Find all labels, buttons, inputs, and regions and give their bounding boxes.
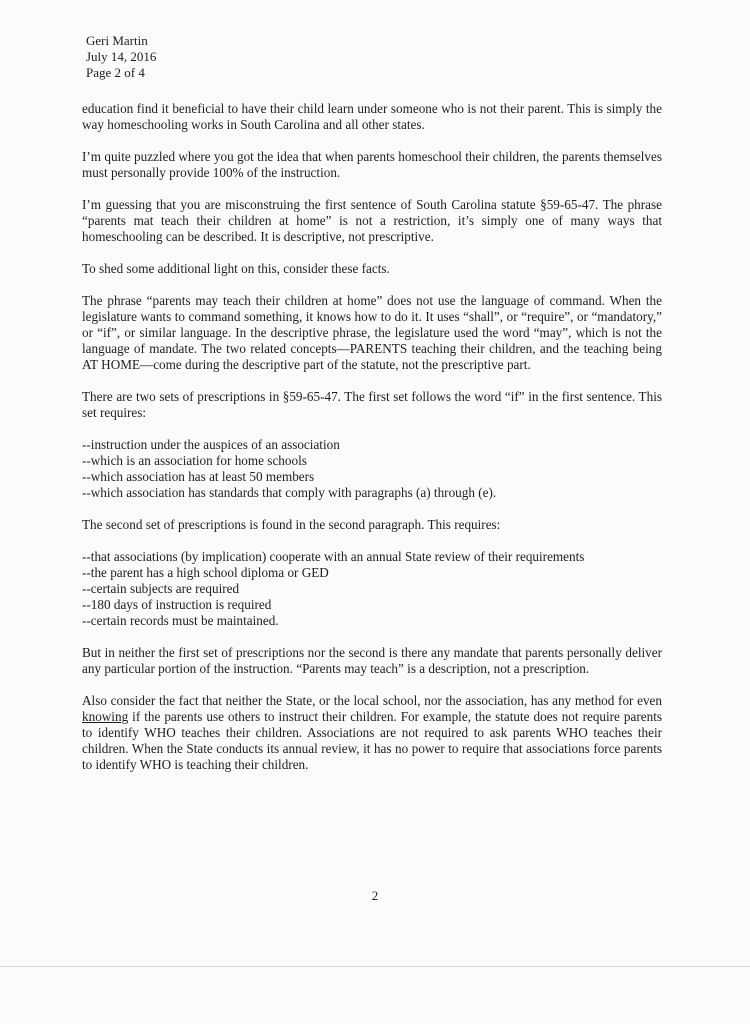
also-consider-text-end: if the parents use others to instruct their children. For example, the statute does not require parents to identify WHO teaches their children. Associations are not required to ask parents WHO teaches their children. When the State conducts its annual review, it has no power to require that associations force parents to identify WHO is teaching their children. bbox=[82, 709, 662, 772]
letter-date: July 14, 2016 bbox=[86, 49, 157, 64]
paragraph-two-sets: There are two sets of prescriptions in §59-65-47. The first set follows the word “if” in the first sentence. This set requires: bbox=[82, 389, 662, 420]
also-consider-text-start: Also consider the fact that neither the State, or the local school, nor the association, has any method for even bbox=[82, 693, 662, 708]
scan-edge-line bbox=[0, 966, 750, 967]
paragraph-neither: But in neither the first set of prescriptions nor the second is there any mandate that parents personally deliver any particular portion of the instruction. “Parents may teach” is a description, not a prescription. bbox=[82, 645, 662, 676]
paragraph-also-consider bbox=[82, 693, 662, 773]
page-indicator: Page 2 of 4 bbox=[86, 65, 145, 80]
letter-header bbox=[86, 33, 156, 81]
list-item: --which association has at least 50 members bbox=[82, 469, 315, 484]
list-item: --certain subjects are required bbox=[82, 581, 240, 596]
paragraph-misconstruing: I’m guessing that you are misconstruing the first sentence of South Carolina statute §59-65-47. The phrase “parents mat teach their children at home” is not a restriction, it’s simply one of many ways that homeschooling can be described. It is descriptive, not prescriptive. bbox=[82, 197, 662, 244]
paragraph-continuation: education find it beneficial to have their child learn under someone who is not their parent. This is simply the way homeschooling works in South Carolina and all other states. bbox=[82, 101, 662, 132]
list-item: --which is an association for home schools bbox=[82, 453, 307, 468]
list-item: --instruction under the auspices of an association bbox=[82, 437, 340, 452]
letter-body bbox=[82, 101, 662, 789]
paragraph-shed-light: To shed some additional light on this, consider these facts. bbox=[82, 261, 390, 276]
list-item: --the parent has a high school diploma or GED bbox=[82, 565, 329, 580]
paragraph-may-teach: The phrase “parents may teach their children at home” does not use the language of command. When the legislature wants to command something, it knows how to do it. It uses “shall”, or “require”, or “mandatory,” or “if”, or similar language. In the descriptive phrase, the legislature used the word “may”, which is not the language of mandate. The two related concepts—PARENTS teaching their children, and the teaching being AT HOME—come during the descriptive part of the statute, not the prescriptive part. bbox=[82, 293, 662, 372]
underlined-word: knowing bbox=[82, 709, 129, 724]
second-prescriptions-list bbox=[82, 549, 662, 629]
list-item: --that associations (by implication) cooperate with an annual State review of their requirements bbox=[82, 549, 585, 564]
paragraph-second-set: The second set of prescriptions is found in the second paragraph. This requires: bbox=[82, 517, 501, 532]
list-item: --180 days of instruction is required bbox=[82, 597, 272, 612]
first-prescriptions-list bbox=[82, 437, 662, 501]
list-item: --which association has standards that comply with paragraphs (a) through (e). bbox=[82, 485, 497, 500]
page-number: 2 bbox=[371, 888, 379, 903]
author-name: Geri Martin bbox=[86, 33, 148, 48]
paragraph-puzzled: I’m quite puzzled where you got the idea that when parents homeschool their children, the parents themselves must personally provide 100% of the instruction. bbox=[82, 149, 662, 180]
list-item: --certain records must be maintained. bbox=[82, 613, 279, 628]
